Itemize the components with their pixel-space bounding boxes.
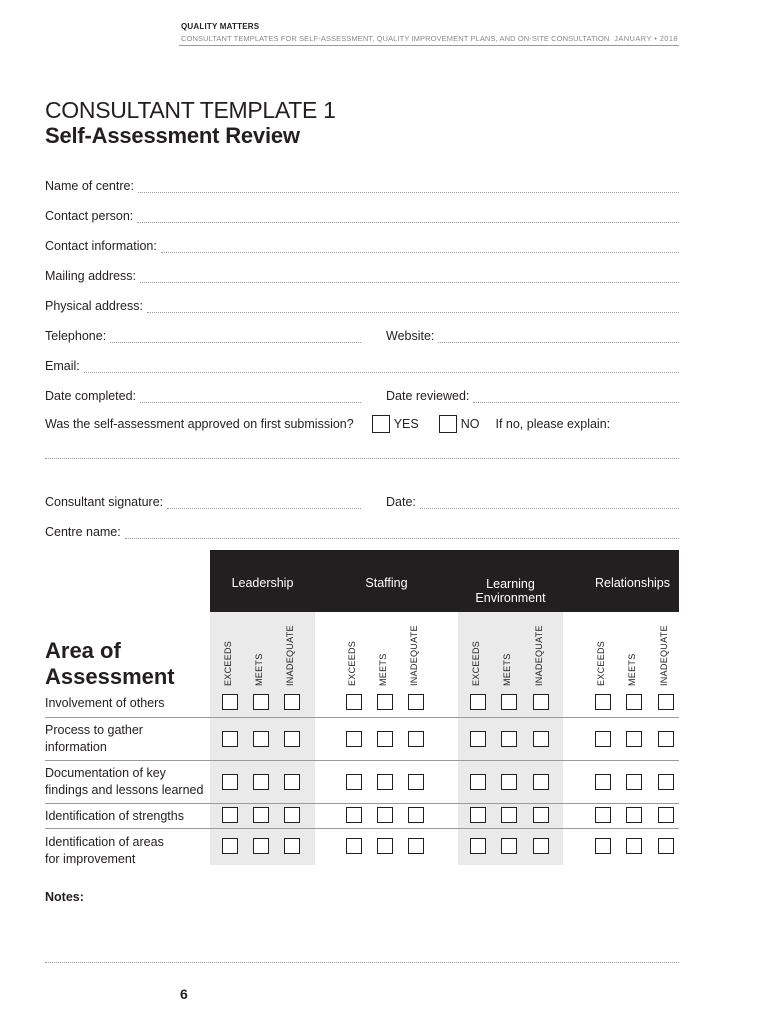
contact-person-line[interactable] — [137, 210, 679, 223]
yes-label: YES — [393, 417, 419, 431]
centre-name-label: Centre name: — [45, 525, 121, 539]
no-checkbox[interactable] — [439, 415, 457, 433]
checkbox-identification-of-strengths-leadership-meets[interactable] — [253, 807, 269, 823]
consultant-signature-line[interactable] — [167, 496, 361, 509]
header-divider — [179, 45, 679, 46]
template-subtitle: Self-Assessment Review — [45, 123, 300, 148]
date-reviewed-line[interactable] — [473, 390, 679, 403]
contact-information-label: Contact information: — [45, 239, 157, 253]
website-label: Website: — [386, 329, 435, 343]
checkbox-process-to-gather-information-leadership-inadequate[interactable] — [284, 731, 300, 747]
contact-information-line[interactable] — [161, 240, 679, 253]
mailing-address-label: Mailing address: — [45, 269, 137, 283]
telephone-label: Telephone: — [45, 329, 107, 343]
checkbox-identification-of-areas-for-improvement-relationships-inadequate[interactable] — [658, 838, 674, 854]
email-field[interactable] — [45, 355, 679, 373]
checkbox-process-to-gather-information-relationships-meets[interactable] — [626, 731, 642, 747]
approval-question-row — [45, 413, 679, 435]
email-line[interactable] — [84, 360, 679, 373]
checkbox-documentation-of-key-findings-leadership-exceeds[interactable] — [222, 774, 238, 790]
telephone-field[interactable] — [45, 325, 361, 343]
checkbox-identification-of-areas-for-improvement-staffing-inadequate[interactable] — [408, 838, 424, 854]
rating-label-learning-environment-meets: MEETS — [502, 653, 512, 686]
checkbox-identification-of-strengths-relationships-inadequate[interactable] — [658, 807, 674, 823]
checkbox-involvement-of-others-relationships-exceeds[interactable] — [595, 694, 611, 710]
signature-date-field[interactable] — [386, 491, 679, 509]
checkbox-process-to-gather-information-relationships-inadequate[interactable] — [658, 731, 674, 747]
checkbox-process-to-gather-information-learning-environment-inadequate[interactable] — [533, 731, 549, 747]
rating-label-leadership-meets: MEETS — [254, 653, 264, 686]
checkbox-process-to-gather-information-learning-environment-exceeds[interactable] — [470, 731, 486, 747]
area-of-assessment-title: Area of Assessment — [45, 638, 175, 689]
checkbox-documentation-of-key-findings-leadership-meets[interactable] — [253, 774, 269, 790]
rating-label-leadership-inadequate: INADEQUATE — [285, 625, 295, 686]
checkbox-involvement-of-others-relationships-inadequate[interactable] — [658, 694, 674, 710]
header-brand: QUALITY MATTERS — [181, 22, 260, 31]
row-divider — [45, 803, 679, 804]
header-subtitle: CONSULTANT TEMPLATES FOR SELF-ASSESSMENT, QUALITY IMPROVEMENT PLANS, AND ON-SITE CONSULTATION — [181, 34, 610, 43]
row-label-involvement-of-others: Involvement of others — [45, 696, 165, 710]
explain-line[interactable] — [45, 458, 679, 459]
website-field[interactable] — [386, 325, 679, 343]
rating-label-relationships-exceeds: EXCEEDS — [596, 640, 606, 686]
centre-name-field[interactable] — [45, 521, 679, 539]
contact-person-field[interactable] — [45, 205, 679, 223]
checkbox-process-to-gather-information-leadership-exceeds[interactable] — [222, 731, 238, 747]
checkbox-process-to-gather-information-staffing-meets[interactable] — [377, 731, 393, 747]
checkbox-involvement-of-others-learning-environment-exceeds[interactable] — [470, 694, 486, 710]
checkbox-identification-of-strengths-relationships-meets[interactable] — [626, 807, 642, 823]
consultant-signature-label: Consultant signature: — [45, 495, 164, 509]
checkbox-documentation-of-key-findings-staffing-inadequate[interactable] — [408, 774, 424, 790]
name-of-centre-label: Name of centre: — [45, 179, 134, 193]
name-of-centre-line[interactable] — [138, 180, 679, 193]
centre-name-line[interactable] — [125, 526, 679, 539]
mailing-address-field[interactable] — [45, 265, 679, 283]
checkbox-identification-of-strengths-staffing-inadequate[interactable] — [408, 807, 424, 823]
checkbox-involvement-of-others-leadership-meets[interactable] — [253, 694, 269, 710]
rating-label-staffing-exceeds: EXCEEDS — [347, 640, 357, 686]
checkbox-identification-of-areas-for-improvement-staffing-meets[interactable] — [377, 838, 393, 854]
checkbox-process-to-gather-information-staffing-exceeds[interactable] — [346, 731, 362, 747]
explain-label: If no, please explain: — [495, 417, 611, 431]
date-completed-line[interactable] — [140, 390, 361, 403]
checkbox-documentation-of-key-findings-learning-environment-inadequate[interactable] — [533, 774, 549, 790]
website-line[interactable] — [438, 330, 679, 343]
checkbox-identification-of-areas-for-improvement-learning-environment-meets[interactable] — [501, 838, 517, 854]
date-reviewed-label: Date reviewed: — [386, 389, 470, 403]
physical-address-label: Physical address: — [45, 299, 143, 313]
checkbox-identification-of-areas-for-improvement-leadership-exceeds[interactable] — [222, 838, 238, 854]
signature-date-label: Date: — [386, 495, 416, 509]
no-label: NO — [460, 417, 480, 431]
checkbox-documentation-of-key-findings-relationships-meets[interactable] — [626, 774, 642, 790]
checkbox-process-to-gather-information-learning-environment-meets[interactable] — [501, 731, 517, 747]
rating-label-staffing-meets: MEETS — [378, 653, 388, 686]
rating-label-staffing-inadequate: INADEQUATE — [409, 625, 419, 686]
category-learning-environment: Learning Environment — [475, 577, 546, 605]
header-date: JANUARY • 2018 — [614, 34, 678, 43]
rating-label-relationships-meets: MEETS — [627, 653, 637, 686]
checkbox-identification-of-areas-for-improvement-relationships-exceeds[interactable] — [595, 838, 611, 854]
checkbox-identification-of-strengths-staffing-exceeds[interactable] — [346, 807, 362, 823]
checkbox-documentation-of-key-findings-leadership-inadequate[interactable] — [284, 774, 300, 790]
checkbox-involvement-of-others-leadership-exceeds[interactable] — [222, 694, 238, 710]
physical-address-line[interactable] — [147, 300, 679, 313]
contact-person-label: Contact person: — [45, 209, 134, 223]
date-completed-field[interactable] — [45, 385, 361, 403]
category-header-bar — [210, 550, 679, 612]
email-label: Email: — [45, 359, 80, 373]
telephone-line[interactable] — [110, 330, 361, 343]
date-completed-label: Date completed: — [45, 389, 137, 403]
contact-information-field[interactable] — [45, 235, 679, 253]
rating-label-leadership-exceeds: EXCEEDS — [223, 640, 233, 686]
checkbox-identification-of-strengths-leadership-inadequate[interactable] — [284, 807, 300, 823]
checkbox-identification-of-strengths-learning-environment-exceeds[interactable] — [470, 807, 486, 823]
checkbox-identification-of-strengths-learning-environment-inadequate[interactable] — [533, 807, 549, 823]
checkbox-identification-of-areas-for-improvement-leadership-meets[interactable] — [253, 838, 269, 854]
category-relationships: Relationships — [594, 576, 671, 590]
checkbox-identification-of-strengths-learning-environment-meets[interactable] — [501, 807, 517, 823]
row-divider — [45, 828, 679, 829]
date-reviewed-field[interactable] — [386, 385, 679, 403]
notes-label: Notes: — [45, 890, 84, 904]
physical-address-field[interactable] — [45, 295, 679, 313]
checkbox-identification-of-areas-for-improvement-relationships-meets[interactable] — [626, 838, 642, 854]
rating-label-learning-environment-exceeds: EXCEEDS — [471, 640, 481, 686]
approval-question: Was the self-assessment approved on first submission? — [45, 417, 354, 431]
checkbox-involvement-of-others-staffing-meets[interactable] — [377, 694, 393, 710]
row-divider — [45, 760, 679, 761]
checkbox-documentation-of-key-findings-learning-environment-meets[interactable] — [501, 774, 517, 790]
rating-label-learning-environment-inadequate: INADEQUATE — [534, 625, 544, 686]
checkbox-involvement-of-others-staffing-inadequate[interactable] — [408, 694, 424, 710]
mailing-address-line[interactable] — [140, 270, 679, 283]
row-divider — [45, 717, 679, 718]
checkbox-documentation-of-key-findings-staffing-meets[interactable] — [377, 774, 393, 790]
checkbox-documentation-of-key-findings-staffing-exceeds[interactable] — [346, 774, 362, 790]
checkbox-involvement-of-others-learning-environment-meets[interactable] — [501, 694, 517, 710]
checkbox-identification-of-strengths-relationships-exceeds[interactable] — [595, 807, 611, 823]
row-label-identification-of-areas-for-improvement: Identification of areas for improvement — [45, 835, 164, 866]
checkbox-documentation-of-key-findings-relationships-inadequate[interactable] — [658, 774, 674, 790]
notes-line[interactable] — [45, 962, 679, 963]
checkbox-identification-of-areas-for-improvement-learning-environment-inadequate[interactable] — [533, 838, 549, 854]
template-title: CONSULTANT TEMPLATE 1 — [45, 97, 336, 123]
checkbox-involvement-of-others-staffing-exceeds[interactable] — [346, 694, 362, 710]
checkbox-documentation-of-key-findings-relationships-exceeds[interactable] — [595, 774, 611, 790]
row-label-identification-of-strengths: Identification of strengths — [45, 809, 184, 823]
checkbox-documentation-of-key-findings-learning-environment-exceeds[interactable] — [470, 774, 486, 790]
category-staffing: Staffing — [365, 576, 408, 590]
signature-date-line[interactable] — [420, 496, 679, 509]
checkbox-involvement-of-others-relationships-meets[interactable] — [626, 694, 642, 710]
consultant-signature-field[interactable] — [45, 491, 361, 509]
checkbox-involvement-of-others-leadership-inadequate[interactable] — [284, 694, 300, 710]
checkbox-identification-of-strengths-leadership-exceeds[interactable] — [222, 807, 238, 823]
checkbox-identification-of-areas-for-improvement-leadership-inadequate[interactable] — [284, 838, 300, 854]
yes-checkbox[interactable] — [372, 415, 390, 433]
checkbox-identification-of-areas-for-improvement-learning-environment-exceeds[interactable] — [470, 838, 486, 854]
rating-label-relationships-inadequate: INADEQUATE — [659, 625, 669, 686]
category-leadership: Leadership — [231, 576, 294, 590]
page-number: 6 — [180, 986, 188, 1002]
checkbox-identification-of-areas-for-improvement-staffing-exceeds[interactable] — [346, 838, 362, 854]
checkbox-process-to-gather-information-relationships-exceeds[interactable] — [595, 731, 611, 747]
name-of-centre-field[interactable] — [45, 175, 679, 193]
checkbox-involvement-of-others-learning-environment-inadequate[interactable] — [533, 694, 549, 710]
row-label-process-to-gather-information: Process to gather information — [45, 723, 143, 754]
checkbox-identification-of-strengths-staffing-meets[interactable] — [377, 807, 393, 823]
checkbox-process-to-gather-information-leadership-meets[interactable] — [253, 731, 269, 747]
checkbox-process-to-gather-information-staffing-inadequate[interactable] — [408, 731, 424, 747]
row-label-documentation-of-key-findings: Documentation of key findings and lessons learned — [45, 766, 204, 797]
